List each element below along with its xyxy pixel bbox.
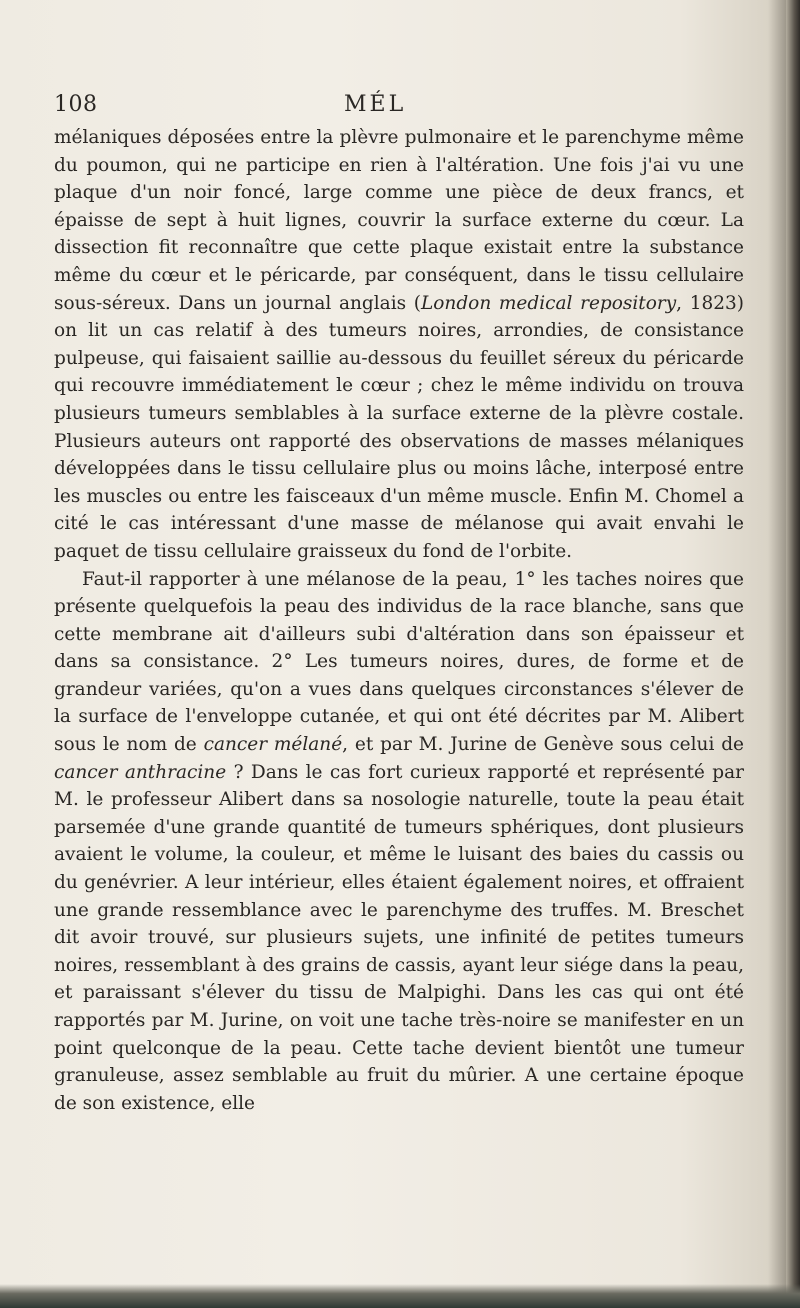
paragraph-2-text-b: , et par M. Jurine de Genève sous celui de — [342, 734, 744, 756]
paragraph-1-text-b: , 1823) on lit un cas relatif à des tumeurs noires, arrondies, de consistance pulpeuse, qui faisaient saillie au-dessous du feuillet séreux du péricarde qui recouvre immédiatement le cœur ; chez le même individu on trouva plusieurs tumeurs semblables à la surface externe de la plèvre costale. Plusieurs auteurs ont rapporté des observations de masses mélaniques développées dans le tissu cellulaire plus ou moins lâche, interposé entre les muscles ou entre les faisceaux d'un même muscle. Enfin M. Chomel a cité le cas intéressant d'une masse de mélanose qui avait envahi le paquet de tissu cellulaire graisseux du fond de l'orbite. — [54, 292, 744, 562]
paragraph-2-term-cancer-anthracine: cancer anthracine — [54, 761, 227, 783]
paragraph-2-term-cancer-melane: cancer mélané — [203, 734, 343, 756]
page-header — [54, 90, 744, 124]
paragraph-2-text-c: ? Dans le cas fort curieux rapporté et représenté par M. le professeur Alibert dans sa nosologie naturelle, toute la peau était parsemée d'une grande quantité de tumeurs sphériques, dont plusieurs avaient le volume, la couleur, et même le luisant des baies du cassis ou du genévrier. A leur intérieur, elles étaient également noires, et offraient une grande ressemblance avec le parenchyme des truffes. M. Breschet dit avoir trouvé, sur plusieurs sujets, une infinité de petites tumeurs noires, ressemblant à des grains de cassis, ayant leur siége dans la peau, et paraissant s'élever du tissu de Malpighi. Dans les cas qui ont été rapportés par M. Jurine, on voit une tache très-noire se manifester en un point quelconque de la peau. Cette tache devient bientôt une tumeur granuleuse, assez semblable au fruit du mûrier. A une certaine époque de son existence, elle — [54, 761, 744, 1114]
running-head: MÉL — [344, 92, 407, 117]
paragraph-1-journal-title: London medical repository — [421, 292, 677, 314]
paragraph-1 — [54, 124, 744, 566]
body-text — [54, 124, 744, 1117]
binding-edge — [786, 0, 800, 1308]
page-number: 108 — [54, 92, 98, 117]
paragraph-1-text-a: mélaniques déposées entre la plèvre pulmonaire et le parenchyme même du poumon, qui ne participe en rien à l'altération. Une fois j'ai vu une plaque d'un noir foncé, large comme une pièce de deux francs, et épaisse de sept à huit lignes, couvrir la surface externe du cœur. La dissection fit reconnaître que cette plaque existait entre la substance même du cœur et le péricarde, par conséquent, dans le tissu cellulaire sous-séreux. Dans un journal anglais ( — [54, 127, 744, 314]
bottom-edge-shadow — [0, 1284, 800, 1308]
paragraph-2 — [54, 566, 744, 1118]
paragraph-2-text-a: Faut-il rapporter à une mélanose de la peau, 1° les taches noires que présente quelquefois la peau des individus de la race blanche, sans que cette membrane ait d'ailleurs subi d'altération dans son épaisseur et dans sa consistance. 2° Les tumeurs noires, dures, de forme et de grandeur variées, qu'on a vues dans quelques circonstances s'élever de la surface de l'enveloppe cutanée, et qui ont été décrites par M. Alibert sous le nom de — [54, 568, 744, 756]
